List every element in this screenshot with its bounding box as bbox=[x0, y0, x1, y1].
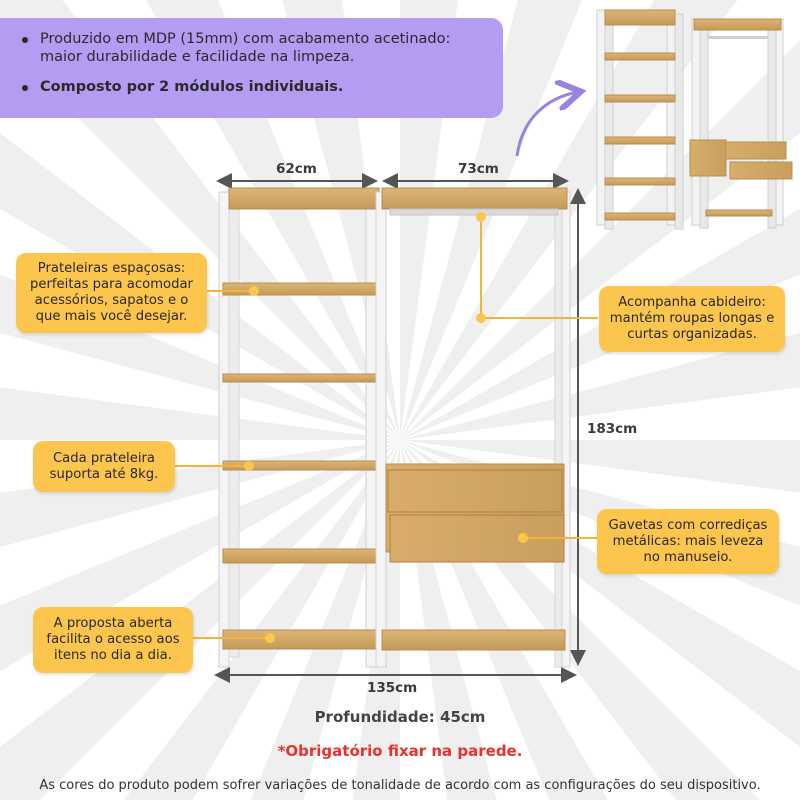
callout-shelves: Prateleiras espaçosas: perfeitas para acomodar acessórios, sapatos e o que mais você desejar. bbox=[16, 253, 207, 333]
callout-load: Cada prateleira suporta até 8kg. bbox=[33, 441, 175, 492]
callout-hanger: Acompanha cabideiro: mantém roupas longas e curtas organizadas. bbox=[599, 286, 785, 352]
feature-modules: Composto por 2 módulos individuais. bbox=[22, 78, 489, 96]
curved-arrow-icon bbox=[517, 92, 578, 156]
depth-label: Profundidade: 45cm bbox=[314, 708, 486, 726]
color-disclaimer: As cores do produto podem sofrer variações de tonalidade de acordo com as configurações do seu dispositivo. bbox=[39, 778, 761, 793]
feature-material: Produzido em MDP (15mm) com acabamento acetinado: maior durabilidade e facilidade na limpeza. bbox=[22, 30, 489, 66]
width-left-label: 62cm bbox=[276, 161, 317, 177]
right-module bbox=[376, 188, 570, 667]
height-label: 183cm bbox=[587, 421, 638, 437]
wall-fixing-notice: *Obrigatório fixar na parede. bbox=[277, 742, 523, 760]
thumbnail-right-module bbox=[690, 19, 792, 228]
thumbnail-left-module bbox=[597, 10, 683, 229]
callout-drawers: Gavetas com corrediças metálicas: mais leveza no manuseio. bbox=[597, 509, 779, 574]
callout-open-design: A proposta aberta facilita o acesso aos itens no dia a dia. bbox=[33, 607, 193, 673]
left-module bbox=[219, 188, 379, 667]
width-right-label: 73cm bbox=[458, 161, 499, 177]
total-width-label: 135cm bbox=[367, 680, 418, 696]
